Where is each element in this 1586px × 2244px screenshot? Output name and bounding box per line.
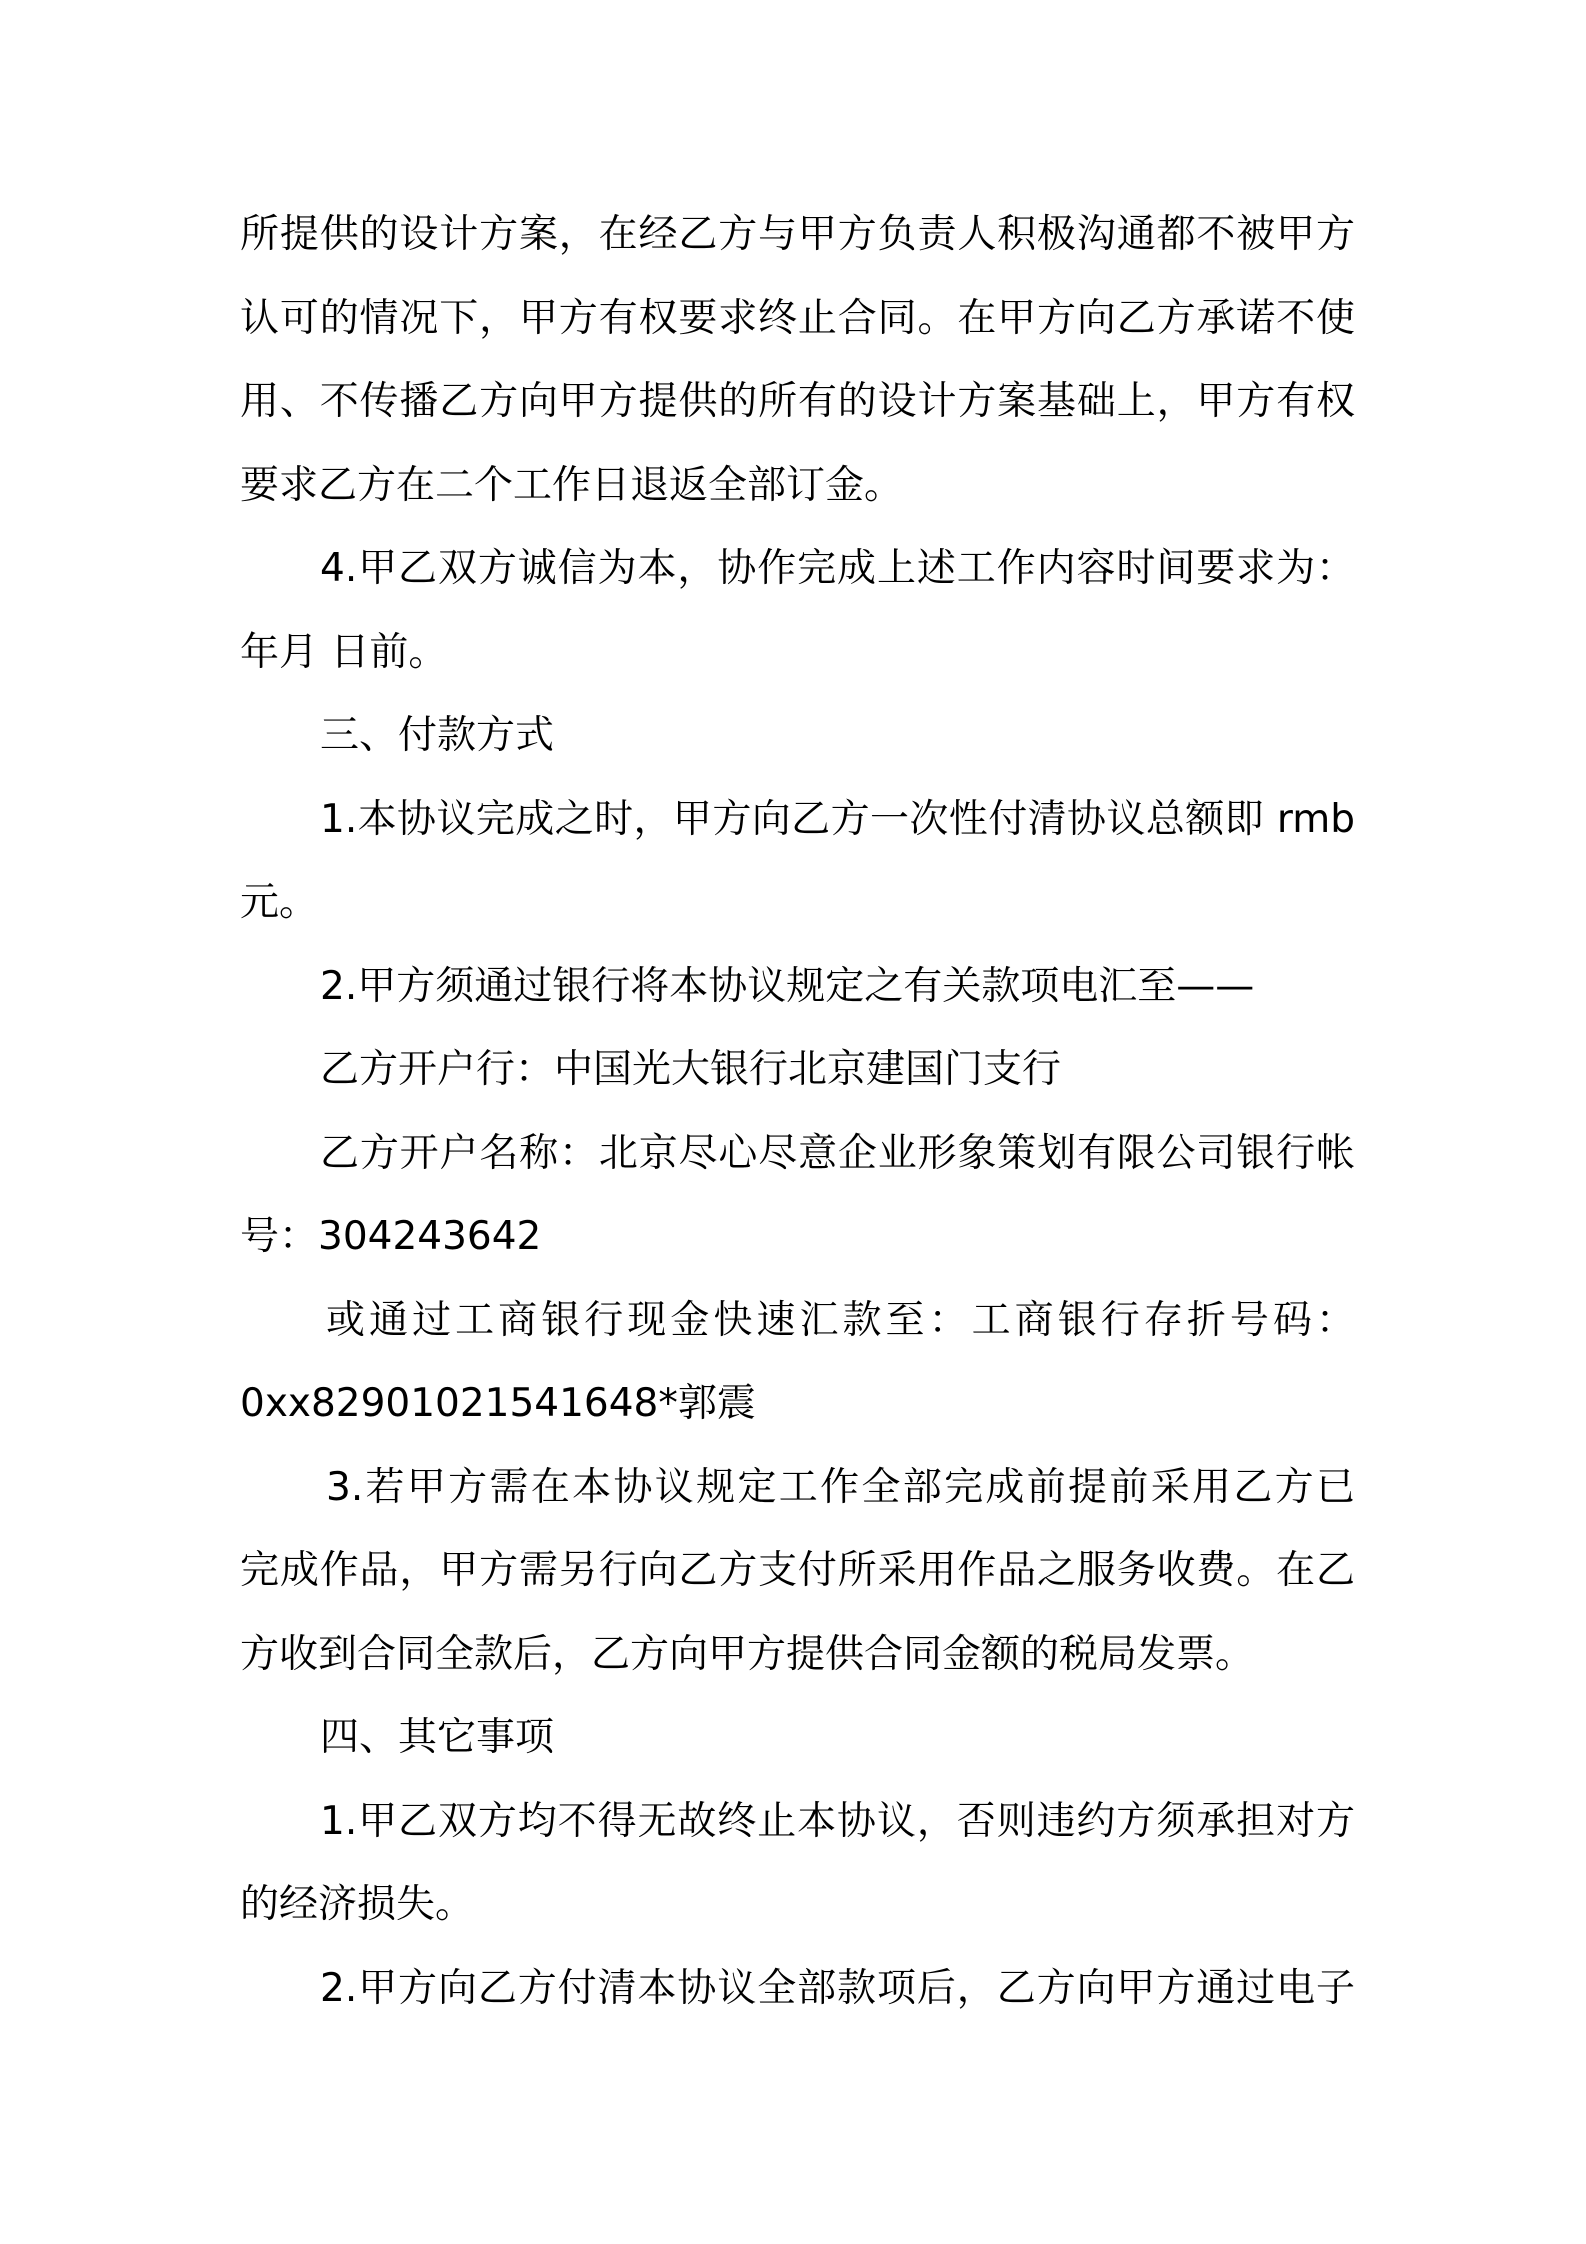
payment-clause-3-line: 3.若甲方需在本协议规定工作全部完成前提前采用乙方已 xyxy=(326,1464,1355,1510)
contract-text-body xyxy=(240,193,1355,2030)
other-clause-1-line: 1.甲乙双方均不得无故终止本协议，否则违约方须承担对方 xyxy=(320,1798,1355,1844)
paragraph-line: 所提供的设计方案，在经乙方与甲方负责人积极沟通都不被甲方 xyxy=(240,212,1355,257)
paragraph-line: 用、不传播乙方向甲方提供的所有的设计方案基础上，甲方有权 xyxy=(240,379,1355,424)
paragraph-line: 完成作品，甲方需另行向乙方支付所采用作品之服务收费。在乙 xyxy=(240,1548,1355,1593)
paragraph-line: 年月 日前。 xyxy=(240,629,448,675)
section-heading-other-matters: 四、其它事项 xyxy=(320,1715,555,1760)
paragraph-line: 方收到合同全款后，乙方向甲方提供合同金额的税局发票。 xyxy=(240,1631,1255,1677)
bank-name-line: 乙方开户行：中国光大银行北京建国门支行 xyxy=(320,1047,1062,1092)
paragraph-line: 要求乙方在二个工作日退返全部订金。 xyxy=(240,462,904,508)
clause-4-line: 4.甲乙双方诚信为本，协作完成上述工作内容时间要求为： xyxy=(320,546,1355,591)
account-name-line: 乙方开户名称：北京尽心尽意企业形象策划有限公司银行帐 xyxy=(320,1130,1355,1176)
other-clause-2-line: 2.甲方向乙方付清本协议全部款项后，乙方向甲方通过电子 xyxy=(320,1965,1355,2011)
paragraph-line: 认可的情况下，甲方有权要求终止合同。在甲方向乙方承诺不使 xyxy=(240,295,1355,341)
alternative-remittance-line: 或通过工商银行现金快速汇款至：工商银行存折号码： xyxy=(326,1297,1355,1343)
payment-clause-2-line: 2.甲方须通过银行将本协议规定之有关款项电汇至—— xyxy=(320,963,1255,1009)
payment-clause-1-line: 1.本协议完成之时，甲方向乙方一次性付清协议总额即 rmb xyxy=(320,796,1355,842)
section-heading-payment: 三、付款方式 xyxy=(320,713,555,758)
paragraph-line: 元。 xyxy=(240,880,319,925)
passbook-number-line: 0xx82901021541648*郭震 xyxy=(240,1381,756,1426)
paragraph-line: 的经济损失。 xyxy=(240,1882,475,1927)
account-number-line: 号：304243642 xyxy=(240,1214,542,1259)
